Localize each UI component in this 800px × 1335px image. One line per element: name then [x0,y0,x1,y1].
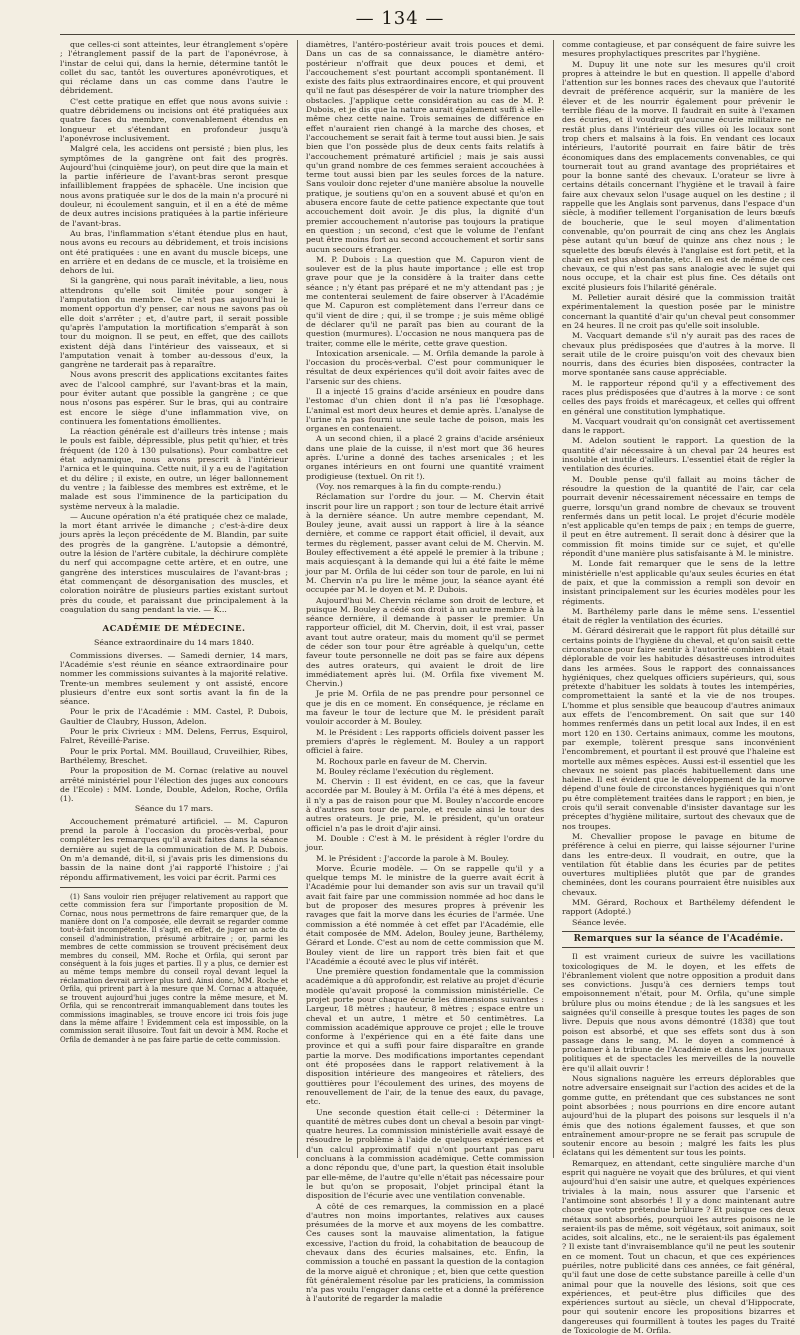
paragraph: Séance levée. [572,917,627,927]
paragraph: Il a injecté 15 grains d'acide arsénieux en poudre dans l'estomac d'un chien dont il n'a pas lié l'œsophage. L'animal est mort deux heures et demie après. L'analyse de l'urine n'a pas fourni une seule tache de poison, mais les organes en contenaient. [306,386,544,434]
paragraph: Si la gangrène, qui nous paraît inévitable, a lieu, nous attendrons qu'elle soit limitée pour songer à l'amputation du membre. Ce n'est pas aujourd'hui le moment opportun d'y penser, car nous ne savons pas où elle doit s'arrêter ; et, d'autre part, il serait possible qu'après l'amputation la mortification s'emparât à son tour du moignon. Il se peut, en effet, que des caillots existent déjà dans l'intérieur des vaisseaux, et si l'amputation venait à tomber au-dessous d'eux, la gangrène ne tarderait pas à reparaître. [60,276,288,370]
paragraph: — Aucune opération n'a été pratiquée chez ce malade, la mort étant arrivée le dimanche ; c'est-à-dire deux jours après la leçon précédente de M. Blandin, par suite des progrès de la gangrène. L'autopsie a démontré, outre la lésion de l'artère cubitale, la déchirure complète du nerf qui accompagne cette artère, et en outre, une gangrène des interstices musculaires de l'avant-bras ; état commençant de désorganisation des muscles, et coloration noirâtre de plusieurs parties existant surtout près du coude, et paraissant due principalement à la coagulation du sang pendant la vie. — K... [60,511,288,614]
paragraph: A un second chien, il a placé 2 grains d'acide arsénieux dans une plaie de la cuisse, il n'est mort que 36 heures après. L'urine a donné des taches arsenicales ; et les organes intérieurs en ont fourni une quantité vraiment prodigieuse (textuel. On rit !). [306,434,544,481]
paragraph: comme contagieuse, et par conséquent de faire suivre les mesures prophylactiques prescrites par l'hygiène. [562,40,795,59]
paragraph: M. Dupuy lit une note sur les mesures qu'il croit propres à atteindre le but en question. Il appelle d'abord l'attention sur les bonnes races des chevaux que l'autorité devrait de préférence acquérir, sur la manière de les élever et de les nourrir également pour prévenir le terrible fléau de la morve. Il faudrait en suite à l'examen des écuries, et il voudrait qu'aucune écurie militaire ne restât plus dans l'intérieur des villes où les locaux sont trop chers et malsains à la fois. En vendant ces locaux intérieurs, l'autorité pourrait en faire bâtir de très économiques dans des emplacements convenables, ce qui tournerait tout au grand avantage des propriétaires et pour la bonne santé des chevaux. L'orateur se livre à certains détails concernant l'hygiène et le travail à faire faire aux chevaux selon l'usage auquel on les destine ; il rappelle que les Anglais sont parvenus, dans l'espace d'un siècle, à modifier tellement l'organisation de leurs bœufs de boucherie, que le seul moyen d'alimentation convenable, qu'on pourrait de cinq ans chez les Anglais pèse autant qu'un bœuf de quinze ans chez nous ; le squelette des bœufs élevés à l'anglaise est fort petit, et la chair en est plus abondante, etc. Il en est de même de ces chevaux, ce qui n'est pas sans analogie avec le sujet qui nous occupe, et la chair est plus fine. Ces détails ont excité plusieurs fois l'hilarité générale. [562,59,795,292]
footnote-rule [60,887,288,888]
paragraph: M. Londe fait remarquer que le sens de la lettre ministérielle n'est applicable qu'aux seules écuries en état de paix, et que la commission a rempli son devoir en insistant principalement sur les écuries modèles pour les régiments. [562,559,795,606]
paragraph: M. Rochoux parle en faveur de M. Chervin. [316,756,488,766]
paragraph: Commissions diverses. — Samedi dernier, 14 mars, l'Académie s'est réunie en séance extraordinaire pour nommer les commissions suivantes à la majorité relative. Trente-un membres seulement y ont assisté, encore plusieurs d'entre eux sont sortis avant la fin de la séance. [60,650,288,707]
paragraph: Malgré cela, les accidens ont persisté ; bien plus, les symptômes de la gangrène ont fait des progrès. Aujourd'hui (cinquième jour), on peut dire que la main et la partie inférieure de l'avant-bras seront presque infailliblement frappées de sphacèle. Une incision que nous avons pratiquée sur le dos de la main n'a procuré ni douleur, ni écoulement sanguin, et il en a été de même de deux autres incisions pratiquées à la partie inférieure de l'avant-bras. [60,144,288,228]
paragraph: Pour la proposition de M. Cornac (relative au nouvel arrêté ministériel pour l'élection des juges aux concours de l'Ecole) : MM. Londe, Double, Adelon, Roche, Orfila (1). [60,766,288,804]
paragraph: M. Gérard désirerait que le rapport fût plus détaillé sur certains points de l'hygiène du cheval, et qu'on saisît cette circonstance pour faire sentir à l'autorité combien il était déplorable de voir les habitudes désastreuses introduites dans les armées. Sous le rapport des connaissances hygiéniques, chez quelques officiers supérieurs, qui, sous prétexte d'habituer les soldats à toutes les intempéries, compromettaient la santé et la vie de nos troupes. L'homme et plus sensible que beaucoup d'autres animaux aux effets de l'encombrement. On sait que sur 140 hommes renfermés dans un petit local aux Indes, il en est mort 120 en 130. Certains animaux, comme les moutons, par exemple, tolèrent presque sans inconvénient l'encombrement, et pourtant il est prouvé que l'haleine est mortelle aux mêmes espèces. Aussi est-il essentiel que les chevaux ne soient pas placés habituellement dans une haleine. Il est évident que le développement de la morve dépend d'une foule de circonstances hygiéniques qui n'ont pu être complètement traitées dans le rapport ; en bien, je crois qu'il serait convenable d'insister davantage sur les préceptes d'hygiène militaire, surtout des chevaux que de nos troupes. [562,626,795,831]
paragraph: MM. Gérard, Rochoux et Barthélemy défendent le rapport (Adopté.) [562,898,795,917]
paragraph: Remarquez, en attendant, cette singulière marche d'un esprit qui naguère ne voyait que des brûlures, et qui vient aujourd'hui d'en saisir une autre, et quelques expériences triviales à la main, nous assurer que l'arsenic et l'antimoine sont absorbés ! Il y a donc maintenant autre chose que votre prétendue brûlure ? Et puisque ces deux métaux sont absorbés, pourquoi les autres poisons ne le seraient-ils pas de même, soit végétaux, soit animaux, soit acides, soit alcalins, etc., ne le seraient-ils pas également ? Il existe tant d'invraisemblance qu'il ne peut les soutenir en ce moment. Tout un chacun, et que ces expériences puériles, notre publicité dans ces années, ce fait général, qu'il faut une dose de cette substance pareille à celle d'un animal pour que la nouvelle des lésions, soit que ces expériences, et peut-être plus difficiles que des expériences surtout au siècle, un cheval d'Hippocrate, pour qui soutenir encore les propositions bizarres et dangereuses qui fourmillent à toutes les pages du Traité de Toxicologie de M. Orfila. [562,1158,795,1335]
paragraph: M. Double : C'est à M. le président à régler l'ordre du jour. [306,833,544,853]
paragraph: La réaction générale est d'ailleurs très intense ; mais le pouls est faible, dépressible, plus petit qu'hier, et très fréquent (de 120 à 130 pulsations). Pour combattre cet état adynamique, nous avons prescrit à l'intérieur l'arnica et le quinquina. Cette nuit, il y a eu de l'agitation et du délire ; il existe, en outre, un léger ballonnement du ventre ; la faiblesse des membres est extrême, et le malade est sous l'imminence de la participation du système nerveux à la maladie. [60,427,288,511]
paragraph: M. le Président : Les rapports officiels doivent passer les premiers d'après le règlement. M. Bouley a un rapport officiel à faire. [306,727,544,756]
session-date: Séance du 17 mars. [134,804,214,814]
paragraph: Pour le prix Portal. MM. Bouillaud, Cruveilhier, Ribes, Barthélemy, Breschet. [60,746,288,765]
paragraph: M. Adelon soutient le rapport. La question de la quantité d'air nécessaire à un cheval par 24 heures est insoluble et inutile d'ailleurs. L'essentiel était de régler la ventilation des écuries. [562,436,795,474]
paragraph: M. P. Dubois : La question que M. Capuron vient de soulever est de la plus haute importance ; elle est trop grave pour que je la considère à la traiter dans cette séance ; n'y étant pas préparé et ne m'y attendant pas ; je me contenterai seulement de faire observer à l'Académie que M. Capuron est complètement dans l'erreur dans ce qu'il vient de dire ; qui, il se trompe ; je suis même obligé de déclarer qu'il ne paraît pas bien au courant de la question (murmures). L'occasion ne nous manquera pas de traiter, comme elle le mérite, cette grave question. [306,254,544,348]
paragraph: Au bras, l'inflammation s'étant étendue plus en haut, nous avons eu recours au débridement, et trois incisions ont été pratiquées : une en avant du muscle biceps, une en arrière et en dedans de ce muscle, et la troisième en dehors de lui. [60,228,288,276]
paragraph: M. Bouley réclame l'exécution du règlement. [316,766,494,776]
column-divider [553,40,554,1158]
paragraph: A côté de ces remarques, la commission en a placé d'autres non moins importantes, relatives aux causes présumées de la morve et aux moyens de les combattre. Ces causes sont la mauvaise alimentation, la fatigue excessive, l'action du froid, la cohabitation de beaucoup de chevaux dans des écuries malsaines, etc. Enfin, la commission a touché en passant la question de la contagion de la morve aiguë et chronique ; et, bien que cette question fût généralement résolue par les praticiens, la commission n'a pas voulu l'engager dans cette et a donné la préférence à l'autorité de regarder la maladie [306,1201,544,1304]
paragraph: Réclamation sur l'ordre du jour. — M. Chervin était inscrit pour lire un rapport ; son tour de lecture était arrivé à la dernière séance. Un autre membre cependant, M. Bouley jeune, avait aussi un rapport à lire à la séance dernière, et comme ce rapport était officiel, il devait, aux termes du règlement, passer avant celui de M. Chervin. M. Bouley effectivement a été appelé le premier à la tribune ; mais acquiesçant à la demande qui lui a été faite le même jour par M. Orfila de lui céder son tour de parole, en lui ni M. Chervin n'a pu lire le même jour, la séance ayant été occupée par M. le doyen et M. P. Dubois. [306,492,544,595]
paragraph: Pour le prix Civrieux : MM. Delens, Ferrus, Esquirol, Falret, Réveillé-Parise. [60,727,288,746]
paragraph: M. Vacquart demande s'il n'y aurait pas des races de chevaux plus prédisposées que d'autres à la morve. Il serait utile de le croire puisqu'on voit des chevaux bien nourris, dans des écuries bien disposées, contracter la morve spontanée sans cause appréciable. [562,331,795,378]
section-heading: ACADÉMIE DE MÉDECINE. [102,624,246,635]
paragraph: Nous signalions naguère les erreurs déplorables que notre adversaire enseignait sur l'action des acides et de la gomme gutte, en prétendant que ces substances ne sont point absorbées ; nous pourrions en dire encore autant aujourd'hui de la plupart des poisons sur lesquels il n'a émis que des notions également fausses, et que son entraînement amour-propre ne se ferait pas scrupule de soutenir encore au besoin ; malgré les faits les plus éclatans qui les démentent sur tous les points. [562,1074,795,1158]
paragraph: Une seconde question était celle-ci : Déterminer la quantité de mètres cubes dont un cheval a besoin par vingt-quatre heures. La commission ministérielle avait essayé de résoudre le problème à l'aide de quelques expériences et d'un calcul approximatif qui n'ont pourtant pas paru concluans à la commission académique. Cette commission a donc répondu que, d'une part, la question était insoluble par elle-même, de l'autre qu'elle n'était pas nécessaire pour le but qu'on se proposait, l'objet principal étant la disposition de l'écurie avec une ventilation convenable. [306,1107,544,1201]
paragraph: M. le Président : J'accorde la parole à M. Bouley. [316,853,509,863]
paragraph: Nous avons prescrit des applications excitantes faites avec de l'alcool camphré, sur l'avant-bras et la main, pour éviter autant que possible la gangrène ; ce que nous n'osons pas espérer. Sur le bras, qui au contraire est encore le siège d'une inflammation vive, on continuera les fomentations émollientes. [60,370,288,426]
page-number: — 134 — [355,8,445,29]
section-separator [134,618,214,619]
column-divider [297,40,298,1158]
paragraph: Accouchement prématuré artificiel. — M. Capuron prend la parole à l'occasion du procès-verbal, pour compléter les remarques qu'il avait faites dans la séance dernière au sujet de la communication de M. P. Dubois. On m'a demandé, dit-il, si j'avais pris les dimensions du bassin de la naine dont j'ai rapporté l'histoire ; j'ai répondu affirmativement, les voici par écrit. Parmi ces [60,816,288,882]
paragraph: M. Barthélemy parle dans le même sens. L'essentiel était de régler la ventilation des écuries. [562,606,795,626]
paragraph: C'est cette pratique en effet que nous avons suivie : quatre débridemens ou incisions ont été pratiquées aux quatre faces du membre, convenablement étendus en longueur et s'étendant en profondeur jusqu'à l'aponévrose inclusivement. [60,96,288,143]
paragraph: M. le rapporteur répond qu'il y a effectivement des races plus prédisposées que d'autres à la morve : ce sont celles des pays froids et marécageux, et celles qui offrent en général une constitution lymphatique. [562,378,795,416]
session-date: Séance extraordinaire du 14 mars 1840. [94,638,254,648]
remarks-banner: Remarques sur la séance de l'Académie. [562,931,795,948]
paragraph: Je prie M. Orfila de ne pas prendre pour personnel ce que je dis en ce moment. En conséquence, je réclame en ma faveur le tour de lecture que M. le président paraît vouloir accorder à M. Bouley. [306,689,544,727]
paragraph: M. Double pense qu'il fallait au moins tâcher de résoudre la question de la quantité de l'air, car cela pourrait devenir nécessairement nécessaire en temps de guerre, lorsqu'un grand nombre de chevaux se trouvent renfermés dans un petit local. Le projet d'écurie modèle n'est applicable qu'en temps de paix ; en temps de guerre, il peut en être autrement. Il serait donc à désirer que la commission fît moins timide sur ce sujet, et qu'elle répondît d'une manière plus satisfaisante à M. le ministre. [562,474,795,559]
paragraph: M. Chevallier propose le pavage en bitume de préférence à celui en pierre, qui laisse séjourner l'urine dans les entre-deux. Il voudrait, en outre, que la ventilation fût établie dans les écuries par de petites ouvertures multipliées plutôt que par de grandes cheminées, dont les courans pourraient être nuisibles aux chevaux. [562,831,795,897]
column-1 [60,40,288,1158]
footnote: (1) Sans vouloir rien préjuger relativement au rapport que cette commission fera sur l'importante proposition de M. Cornac, nous nous permettrons de faire remarquer que, de la manière dont on l'a composée, elle devrait se regarder comme tout-à-fait incompétente. Il s'agit, en effet, de juger un acte du conseil d'administration, présumé arbitraire ; or, parmi les membres de cette commission se trouvent précisément deux membres du conseil, MM. Roche et Orfila, qui seront par conséquent à la fois juges et parties. Il y a plus, ce dernier est au même temps membre du conseil royal devant lequel la réclamation devrait arriver plus tard. Ainsi donc, MM. Roche et Orfila, qui prirent part à la mesure que M. Cornac a attaquée, se trouvent aujourd'hui juges contre la même mesure, et M. Orfila, qui se rencontrerait immanquablement dans toutes les commissions imaginables, se trouve encore ici trois fois juge dans la même affaire ! Evidemment cela est impossible, on la commission serait illusoire. Tout fait un devoir à MM. Roche et Orfila de demander à ne pas faire partie de cette commission. [60,892,288,1044]
paragraph: Aujourd'hui M. Chervin réclame son droit de lecture, et puisque M. Bouley a cédé son droit à un autre membre à la séance dernière, il demande à passer le premier. Un rapporteur officiel, dit M. Chervin, doit, il est vrai, passer avant tout autre orateur, mais du moment qu'il se permet de céder son tour pour être agréable à quelqu'un, cette faveur toute personnelle ne doit pas se faire aux dépens des autres orateurs, qui avaient le droit de lire immédiatement après lui. (M. Orfila fixe vivement M. Chervin.) [306,595,544,689]
paragraph: M. Chervin : Il est évident, en ce cas, que la faveur accordée par M. Bouley à M. Orfila l'a été à mes dépens, et il n'y a pas de raison pour que M. Bouley n'accorde encore à d'autres son tour de parole, et recule ainsi le tour des autres orateurs. Je prie, M. le président, qu'un orateur officiel n'a pas le droit d'ajir ainsi. [306,777,544,833]
paragraph: que celles-ci sont atteintes, leur étranglement s'opère ; l'étranglement passif de la part de l'aponévrose, à l'instar de celui qui, dans la hernie, détermine tantôt le collet du sac, tantôt les ouvertures aponévrotiques, et qui réclame dans un cas comme dans l'autre le débridement. [60,40,288,96]
paragraph: Pour le prix de l'Académie : MM. Castel, P. Dubois, Gaultier de Claubry, Husson, Adelon. [60,707,288,726]
paragraph: diamètres, l'antéro-postérieur avait trois pouces et demi. Dans un cas de sa connaissance, le diamètre antéro-postérieur n'offrait que deux pouces et demi, et l'accouchement s'est pourtant accompli spontanément. Il existe des faits plus extraordinaires encore, et qui prouvent qu'il ne faut pas désespérer de voir la nature triompher des obstacles. J'applique cette considération au cas de M. P. Dubois, et je dis que la nature aurait également suffi à elle-même chez cette naine. Trois semaines de différence en effet n'auraient rien changé à la marche des choses, et l'accouchement se serait fait à terme tout aussi bien. Je sais bien que l'on possède plus de deux cents faits relatifs à l'accouchement prématuré artificiel ; mais je sais aussi qu'un grand nombre de ces femmes seraient accouchées à terme tout aussi bien par les seules forces de la nature. Sans vouloir donc rejeter d'une manière absolue la nouvelle pratique, je soutiens qu'on en a souvent abusé et qu'on en abusera encore faute de cette patience expectante que tout accouchement doit avoir. Je dis plus, la dignité d'un premier accouchement n'autorise pas toujours la pratique en question ; un second, c'est que le volume de l'enfant peut être moins fort au second accouchement et sortir sans aucun secours étranger. [306,40,544,254]
column-3 [562,40,795,1335]
paragraph: (Voy. nos remarques à la fin du compte-rendu.) [316,481,502,491]
paragraph: Il est vraiment curieux de suivre les vacillations toxicologiques de M. le doyen, et les effets de l'ébranlement violent que notre opposition a produit dans ses convictions. Jusqu'à ces derniers temps tout empoisonnement n'était, pour M. Orfila, qu'une simple brûlure plus ou moins étendue ; de là les sangsues et les saignées qu'il conseille à presque toutes les pages de son livre. Depuis que nous avons démontré (1838) que tout poison est absorbé, et que ses effets sont dus à son passage dans le sang, M. le doyen a commencé à proclamer à la tribune de l'Académie et dans les journaux politiques et de spectacles les merveilles de la nouvelle ère qu'il allait ouvrir ! [562,952,795,1073]
column-2 [306,40,544,1304]
paragraph: Une première question fondamentale que la commission académique a dû approfondir, est relative au projet d'écurie modèle qu'avait proposé la commission ministérielle. Ce projet porte pour chaque écurie les dimensions suivantes : Largeur, 18 mètres ; hauteur, 8 mètres ; espace entre un cheval et un autre, 1 mètre et 50 centimètres. La commission académique approuve ce projet ; elle le trouve conforme à l'expérience qui en a été faite dans une province et qui a suffi pour faire disparaître en grande partie la morve. Des modifications importantes cependant ont été proposées dans le rapport relativement à la disposition intérieure des mangeoires et râteliers, des gouttières pour l'écoulement des urines, des moyens de renouvellement de l'air, de la tenue des eaux, du pavage, etc. [306,967,544,1107]
paragraph: Intoxication arsenicale. — M. Orfila demande la parole à l'occasion du procès-verbal. C'est pour communiquer le résultat de deux expériences qu'il doit avoir faites avec de l'arsenic sur des chiens. [306,348,544,386]
paragraph: Morve. Écurie modèle. — On se rappelle qu'il y a quelque temps M. le ministre de la guerre avait écrit à l'Académie pour lui demander son avis sur un travail qu'il avait fait faire par une commission nommée ad hoc dans le but de proposer des mesures propres à prévenir les ravages que fait la morve dans les écuries de l'armée. Une commission a été nommée à cet effet par l'Académie, elle était composée de MM. Adelon, Bouley jeune, Barthélemy, Gérard et Londe. C'est au nom de cette commission que M. Bouley vient de lire un rapport très bien fait et que l'Académie a écouté avec le plus vif intérêt. [306,863,544,966]
top-rule [60,34,795,35]
paragraph: M. Pelletier aurait désiré que la commission traitât expérimentalement la question posée par le ministre concernant la quantité d'air qu'un cheval peut consommer en 24 heures. Il ne croit pas qu'elle soit insoluble. [562,293,795,330]
paragraph: M. Vacquart voudrait qu'on consignât cet avertissement dans le rapport. [562,416,795,436]
